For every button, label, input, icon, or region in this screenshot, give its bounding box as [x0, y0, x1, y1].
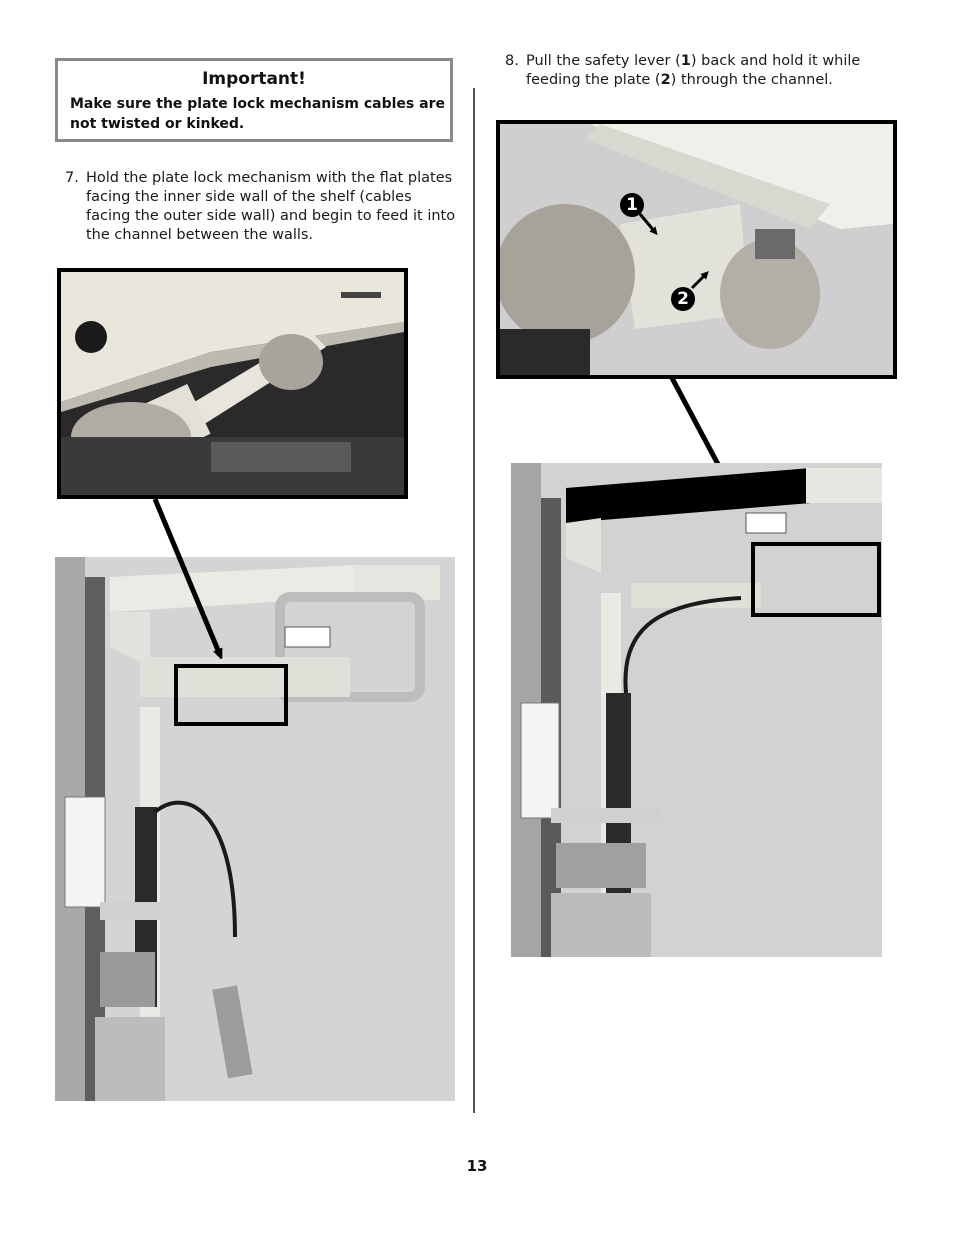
important-note-body: Make sure the plate lock mechanism cables are not twisted or kinked. — [70, 96, 445, 132]
step-8-callout-1: 1 — [680, 53, 691, 69]
step-8-text: Pull the safety lever (1) back and hold it while feeding the plate (2) through the channel. — [526, 53, 861, 88]
step-7-number: 7. — [65, 170, 79, 186]
step-8-number: 8. — [505, 53, 519, 69]
page-number: 13 — [466, 1157, 488, 1175]
step-8-callout-2: 2 — [660, 72, 671, 88]
step-7-text: Hold the plate lock mechanism with the flat plates facing the inner side wall of the shelf (cables facing the outer side wall) and begin to feed it into the channel between the walls. — [86, 170, 456, 243]
important-note-title: Important! — [202, 69, 306, 89]
highlight-box-right — [751, 542, 881, 617]
callout-2: 2 — [671, 287, 695, 311]
callout-1: 1 — [620, 193, 644, 217]
photo-full-unit-step-8 — [511, 463, 882, 957]
